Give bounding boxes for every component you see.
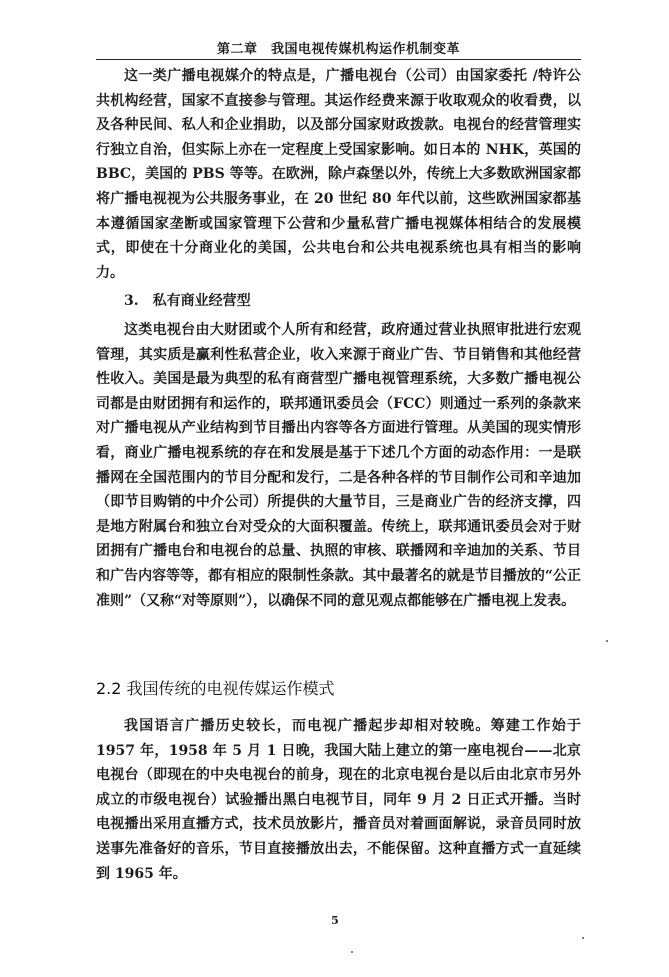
body-block-china-tv-history — [96, 714, 581, 886]
header-rule — [96, 59, 581, 60]
scan-speck — [582, 937, 584, 939]
scan-speck — [606, 640, 608, 642]
body-block-subheading — [96, 289, 581, 314]
body-block-public-broadcasting — [96, 64, 581, 285]
paragraph-private-commercial-model: 这类电视台由大财团或个人所有和经营，政府通过营业执照审批进行宏观管理，其实质是赢利性私营企业，收入来源于商业广告、节目销售和其他经营性收入。美国是最为典型的私有商营型广播电视管理系统，大多数广播电视公司都是由财团拥有和运作的，联邦通讯委员会（FCC）则通过一系列的条款来对广播电视从产业结构到节目播出内容等各方面进行管理。从美国的现实情形看，商业广播电视系统的存在和发展是基于下述几个方面的动态作用：一是联播网在全国范围内的节目分配和发行，二是各种各样的节目制作公司和辛迪加（即节目购销的中介公司）所提供的大量节目，三是商业广告的经济支撑，四是地方附属台和独立台对受众的大面积覆盖。传统上，联邦通讯委员会对于财团拥有广播电台和电视台的总量、执照的审核、联播网和辛迪加的关系、节目和广告内容等等，都有相应的限制性条款。其中最著名的就是节目播放的“公正准则”（又称“对等原则”），以确保不同的意见观点都能够在广播电视上发表。 — [96, 322, 581, 609]
body-block-private-commercial — [96, 318, 581, 613]
paragraph-public-service-model: 这一类广播电视媒介的特点是，广播电视台（公司）由国家委托 /特许公共机构经营，国家不直接参与管理。其运作经费来源于收取观众的收看费，以及各种民间、私人和企业捐助，以及部分国家财政拨款。电视台的经营管理实行独立自治，但实际上亦在一定程度上受国家影响。如日本的 NHK，英国的 BBC，美国的 PBS 等等。在欧洲，除卢森堡以外，传统上大多数欧洲国家都将广播电视视为公共服务事业，在 20 世纪 80 年代以前，这些欧洲国家都基本遵循国家垄断或国家管理下公营和少量私营广播电视媒体相结合的发展模式，即使在十分商业化的美国，公共电台和公共电视系统也具有相当的影响力。 — [96, 68, 581, 281]
section-heading: 2.2 我国传统的电视传媒运作模式 — [96, 679, 335, 698]
paragraph-china-tv-history: 我国语言广播历史较长，而电视广播起步却相对较晚。筹建工作始于 1957 年，1958 年 5 月 1 日晚，我国大陆上建立的第一座电视台——北京电视台（即现在的中央电视台的前身，现在的北京电视台是以后由北京市另外成立的市级电视台）试验播出黑白电视节目，同年 9 月 2 日正式开播。当时电视播出采用直播方式，技术员放影片，播音员对着画面解说，录音员同时放送事先准备好的音乐，节目直接播放出去，不能保留。这种直播方式一直延续到 1965 年。 — [96, 718, 581, 882]
running-header: 第二章 我国电视传媒机构运作机制变革 — [216, 42, 460, 57]
scan-speck — [351, 951, 353, 953]
page-number: 5 — [331, 914, 339, 927]
subheading-private-commercial: 3. 私有商业经营型 — [124, 293, 251, 309]
